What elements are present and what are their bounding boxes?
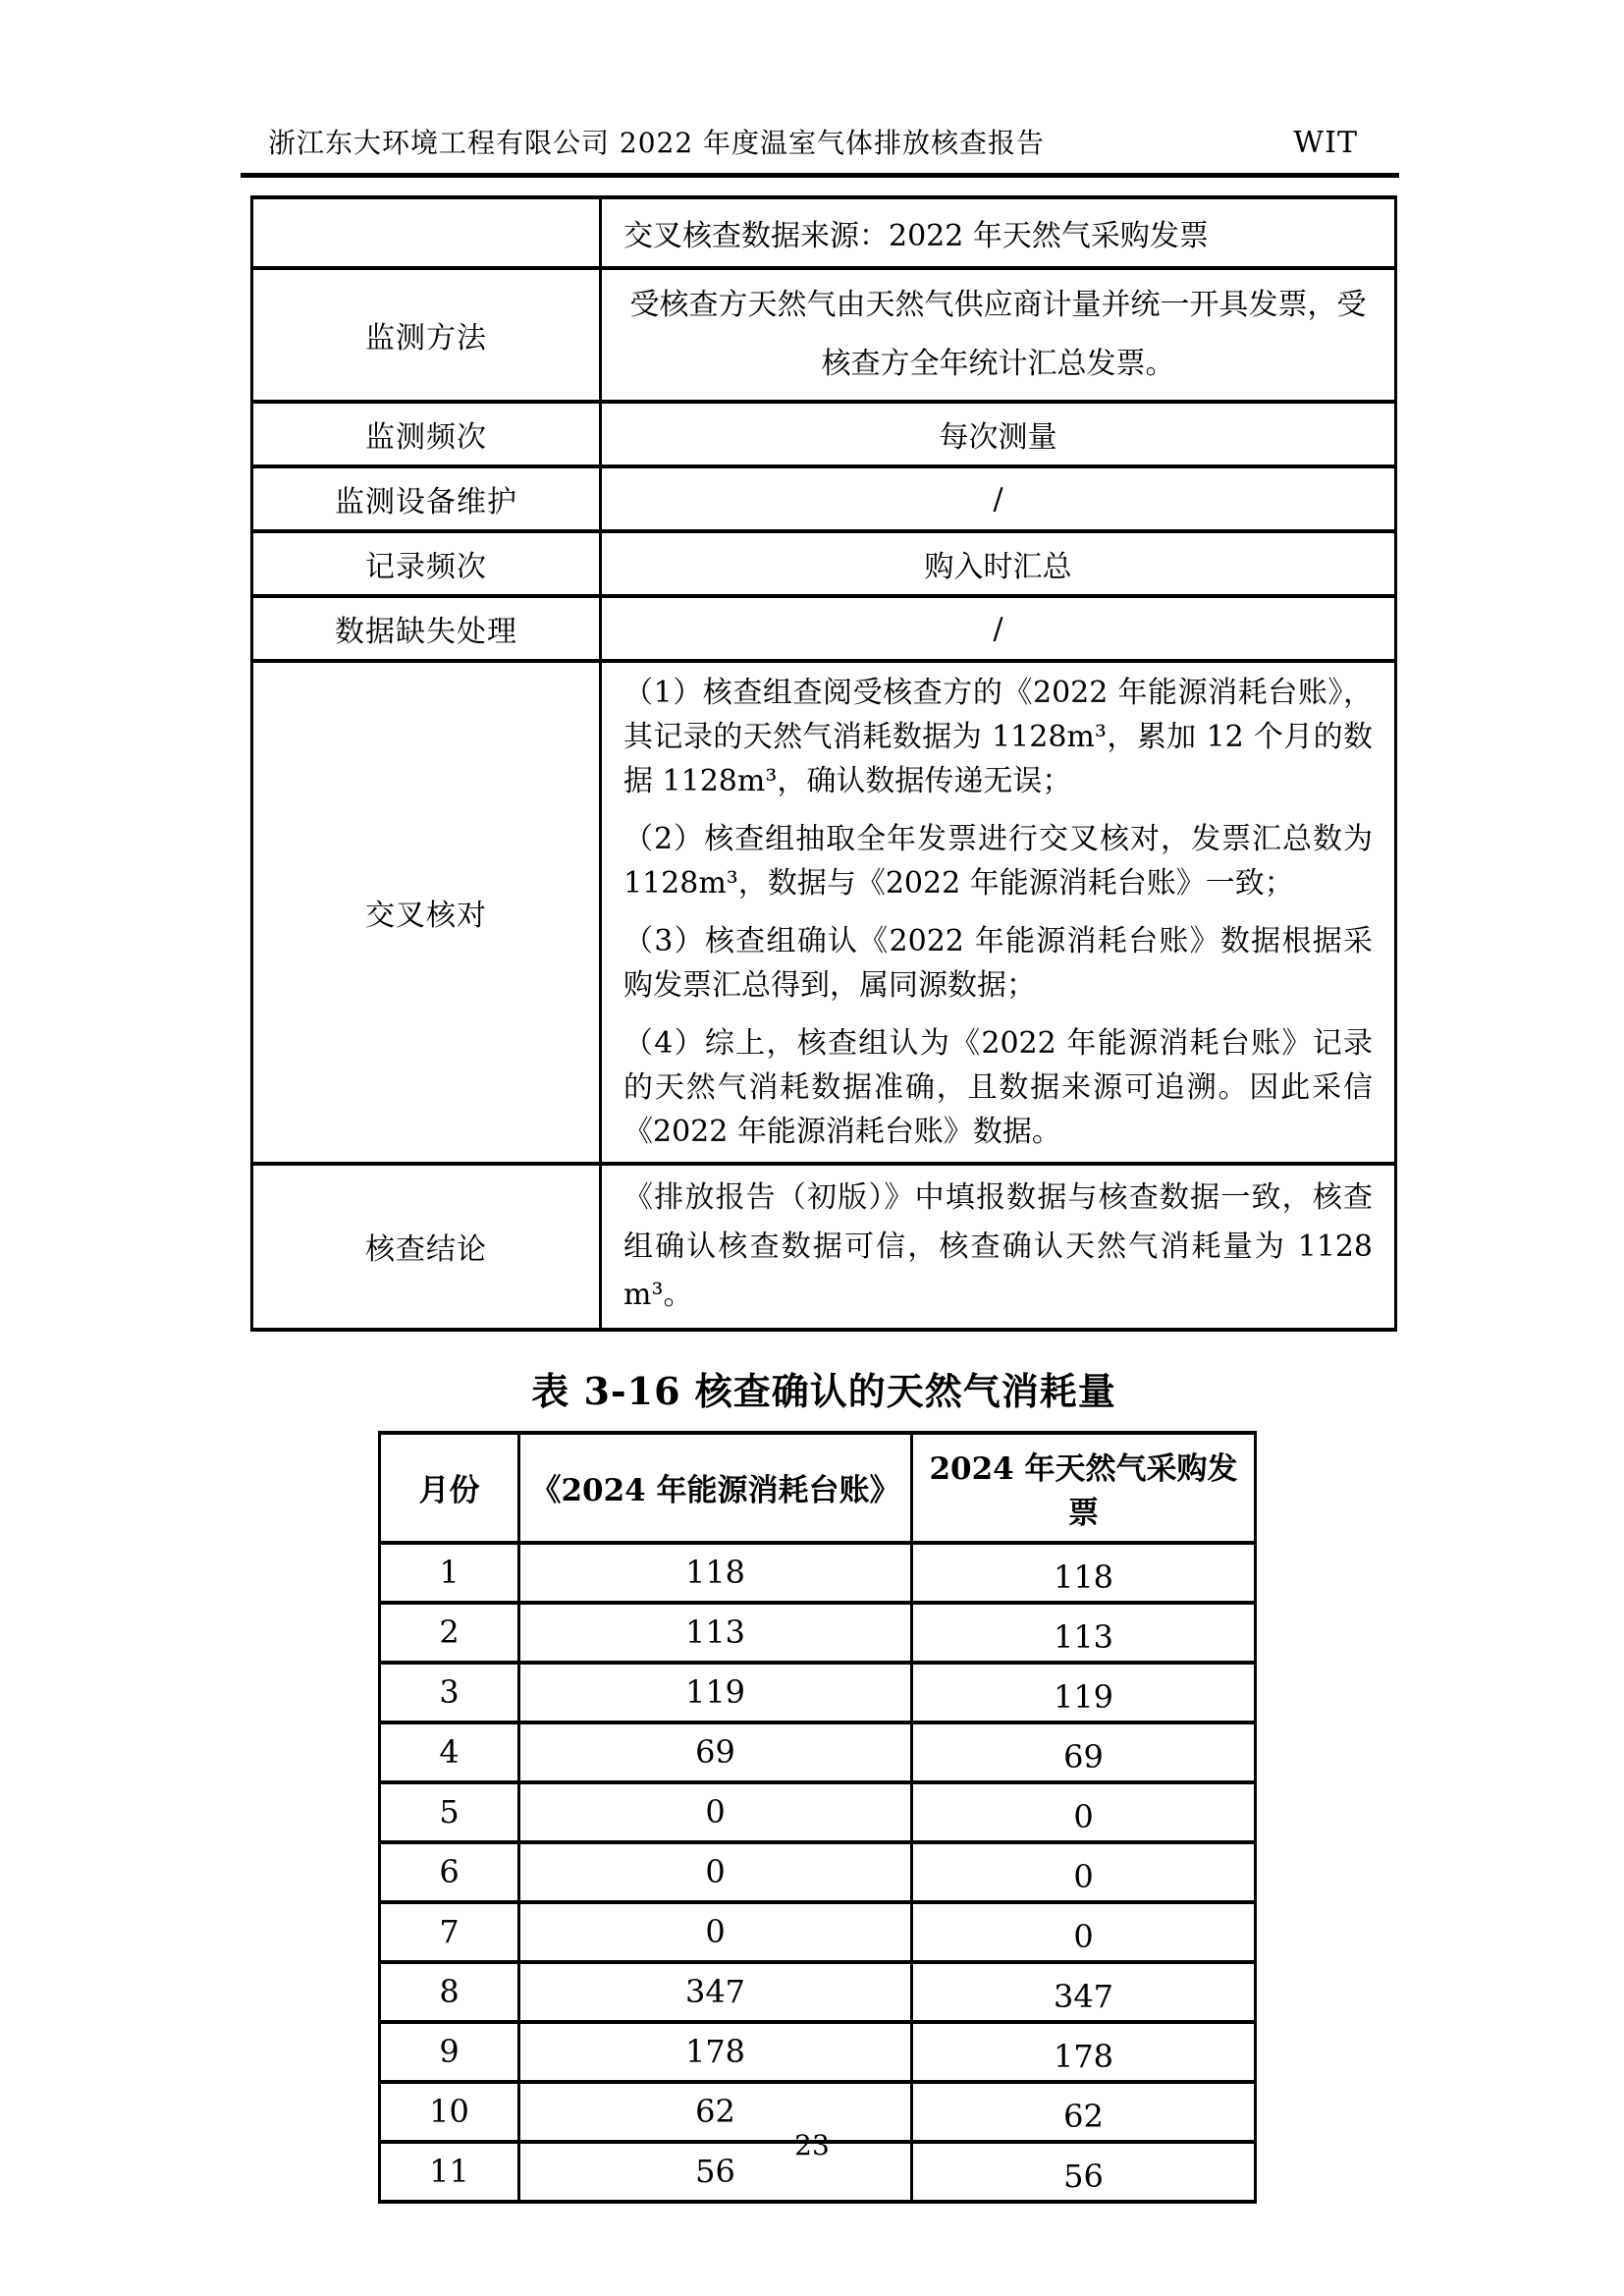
- table-row: [380, 1782, 1256, 1842]
- consumption-header-row: [380, 1433, 1256, 1543]
- month-cell: 11: [380, 2142, 519, 2202]
- invoice-value-cell: 178: [912, 2022, 1256, 2082]
- row-label: 核查结论: [252, 1164, 601, 1330]
- row-value: 交叉核查数据来源：2022 年天然气采购发票: [601, 197, 1396, 268]
- ledger-value-cell: 118: [519, 1543, 912, 1603]
- cross-check-paragraph: （1）核查组查阅受核查方的《2022 年能源消耗台账》，其记录的天然气消耗数据为 1128m³，累加 12 个月的数据 1128m³，确认数据传递无误；: [623, 676, 1373, 798]
- table-row: [380, 1663, 1256, 1722]
- table-row: [380, 1543, 1256, 1603]
- month-cell: 2: [380, 1603, 519, 1663]
- ledger-value-cell: 69: [519, 1722, 912, 1782]
- ledger-value-cell: 113: [519, 1603, 912, 1663]
- column-header-ledger: 《2024 年能源消耗台账》: [519, 1433, 912, 1543]
- invoice-value-cell: 0: [912, 1782, 1256, 1842]
- row-label: [252, 197, 601, 268]
- cross-check-paragraph: （4）综上，核查组认为《2022 年能源消耗台账》记录的天然气消耗数据准确，且数据来源可追溯。因此采信《2022 年能源消耗台账》数据。: [623, 1026, 1373, 1149]
- table-row: [380, 1603, 1256, 1663]
- table-row: [252, 596, 1396, 661]
- header-mark: WIT: [1293, 126, 1358, 160]
- invoice-value-cell: 119: [912, 1663, 1256, 1722]
- row-label: 数据缺失处理: [252, 596, 601, 661]
- table-caption: 表 3-16 核查确认的天然气消耗量: [531, 1368, 1116, 1413]
- report-header-title: 浙江东大环境工程有限公司 2022 年度温室气体排放核查报告: [268, 127, 1046, 159]
- table-row: [252, 268, 1396, 402]
- ledger-value-cell: 0: [519, 1842, 912, 1902]
- month-cell: 6: [380, 1842, 519, 1902]
- month-cell: 5: [380, 1782, 519, 1842]
- month-cell: 10: [380, 2082, 519, 2142]
- row-value: 购入时汇总: [601, 531, 1396, 596]
- table-row: [252, 197, 1396, 268]
- ledger-value-cell: 347: [519, 1962, 912, 2022]
- ledger-value-cell: 0: [519, 1902, 912, 1962]
- invoice-value-cell: 62: [912, 2082, 1256, 2142]
- table-row: [380, 2022, 1256, 2082]
- table-row: [380, 1902, 1256, 1962]
- monitoring-table: [250, 195, 1397, 1332]
- month-cell: 9: [380, 2022, 519, 2082]
- column-header-invoice: 2024 年天然气采购发票: [912, 1433, 1256, 1543]
- row-label: 监测设备维护: [252, 466, 601, 531]
- ledger-value-cell: 0: [519, 1782, 912, 1842]
- month-cell: 1: [380, 1543, 519, 1603]
- table-row: [380, 1722, 1256, 1782]
- month-cell: 8: [380, 1962, 519, 2022]
- row-value: 《排放报告（初版）》中填报数据与核查数据一致，核查组确认核查数据可信，核查确认天然气消耗量为 1128 m³。: [601, 1164, 1396, 1330]
- table-row: [252, 402, 1396, 466]
- ledger-value-cell: 62: [519, 2082, 912, 2142]
- month-cell: 7: [380, 1902, 519, 1962]
- row-label: 监测方法: [252, 268, 601, 402]
- cross-check-paragraph: （3）核查组确认《2022 年能源消耗台账》数据根据采购发票汇总得到，属同源数据；: [623, 924, 1373, 1003]
- row-label: 交叉核对: [252, 661, 601, 1164]
- table-row: [252, 466, 1396, 531]
- page-number: 23: [794, 2129, 830, 2161]
- header-rule: [241, 173, 1399, 178]
- consumption-table: [378, 1431, 1257, 2204]
- invoice-value-cell: 347: [912, 1962, 1256, 2022]
- ledger-value-cell: 56: [519, 2142, 912, 2202]
- page-header: [250, 126, 1397, 161]
- month-cell: 3: [380, 1663, 519, 1722]
- invoice-value-cell: 0: [912, 1842, 1256, 1902]
- row-label: 监测频次: [252, 402, 601, 466]
- row-value: 每次测量: [601, 402, 1396, 466]
- table-row: [380, 1842, 1256, 1902]
- invoice-value-cell: 56: [912, 2142, 1256, 2202]
- row-value: 受核查方天然气由天然气供应商计量并统一开具发票，受核查方全年统计汇总发票。: [601, 268, 1396, 402]
- invoice-value-cell: 0: [912, 1902, 1256, 1962]
- table-row: [380, 1962, 1256, 2022]
- invoice-value-cell: 69: [912, 1722, 1256, 1782]
- invoice-value-cell: 113: [912, 1603, 1256, 1663]
- table-row: [252, 531, 1396, 596]
- row-value: /: [601, 596, 1396, 661]
- row-label: 记录频次: [252, 531, 601, 596]
- table-row: [252, 661, 1396, 1164]
- row-value: [601, 661, 1396, 1164]
- table-row: [252, 1164, 1396, 1330]
- ledger-value-cell: 178: [519, 2022, 912, 2082]
- row-value: /: [601, 466, 1396, 531]
- ledger-value-cell: 119: [519, 1663, 912, 1722]
- column-header-month: 月份: [380, 1433, 519, 1543]
- cross-check-paragraph: （2）核查组抽取全年发票进行交叉核对，发票汇总数为 1128m³，数据与《2022 年能源消耗台账》一致；: [623, 822, 1373, 901]
- invoice-value-cell: 118: [912, 1543, 1256, 1603]
- month-cell: 4: [380, 1722, 519, 1782]
- report-page: [250, 0, 1397, 2204]
